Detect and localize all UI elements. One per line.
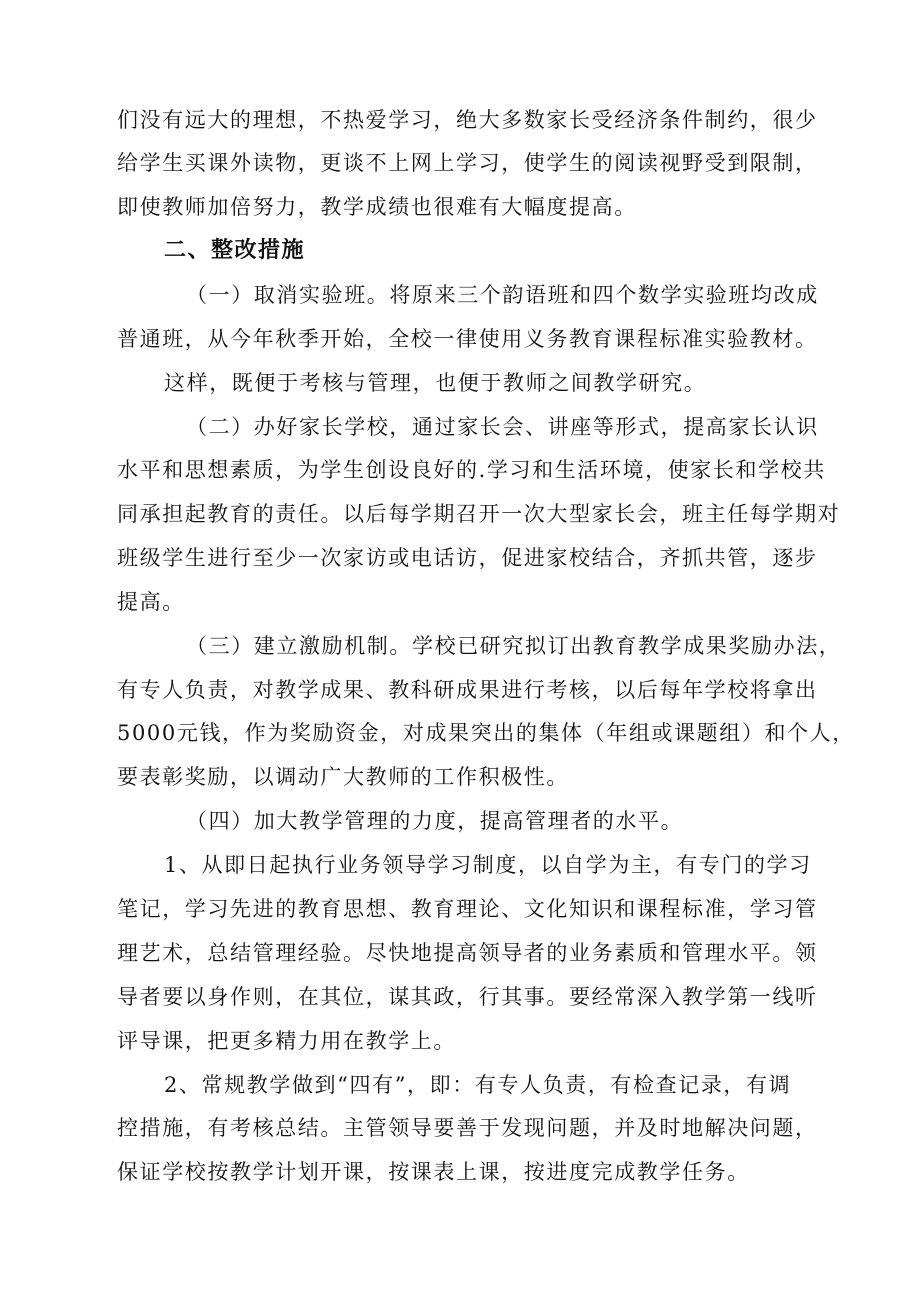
paragraph-line: （三）建立激励机制。学校已研究拟订出教育教学成果奖励办法， [186, 634, 842, 658]
paragraph-line: 1、从即日起执行业务领导学习制度，以自学为主，有专门的学习 [164, 853, 812, 877]
paragraph-line: 2、常规教学做到“四有”，即：有专人负责，有检查记录，有调 [164, 1073, 792, 1097]
section-heading: 二、整改措施 [164, 238, 306, 263]
paragraph-line: 同承担起教育的责任。以后每学期召开一次大型家长会，班主任每学期对 [117, 502, 841, 526]
paragraph-line: 这样，既便于考核与管理，也便于教师之间教学研究。 [164, 371, 707, 395]
paragraph-line: 笔记，学习先进的教育思想、教育理论、文化知识和课程标准，学习管 [117, 897, 818, 921]
paragraph-line: 理艺术，总结管理经验。尽快地提高领导者的业务素质和管理水平。领 [117, 941, 818, 965]
paragraph-line: 要表彰奖励，以调动广大教师的工作积极性。 [117, 765, 569, 789]
paragraph-line: 班级学生进行至少一次家访或电话访，促进家校结合，齐抓共管，逐步 [117, 546, 818, 570]
paragraph-line: 们没有远大的理想，不热爱学习，绝大多数家长受经济条件制约，很少 [117, 108, 818, 132]
paragraph-line: 给学生买课外读物，更谈不上网上学习，使学生的阅读视野受到限制， [117, 151, 818, 175]
paragraph-line: 5000元钱，作为奖励资金，对成果突出的集体（年组或课题组）和个人， [117, 721, 855, 745]
paragraph-line: 导者要以身作则，在其位，谋其政，行其事。要经常深入教学第一线听 [117, 985, 818, 1009]
paragraph-line: 水平和思想素质，为学生创设良好的.学习和生活环境，使家长和学校共 [117, 458, 826, 482]
paragraph-line: （一）取消实验班。将原来三个韵语班和四个数学实验班均改成 [186, 283, 819, 307]
paragraph-line: 普通班，从今年秋季开始，全校一律使用义务教育课程标准实验教材。 [117, 327, 818, 351]
paragraph-line: 提高。 [117, 590, 185, 614]
paragraph-line: 即使教师加倍努力，教学成绩也很难有大幅度提高。 [117, 195, 637, 219]
paragraph-line: （二）办好家长学校，通过家长会、讲座等形式，提高家长认识 [186, 415, 819, 439]
paragraph-line: （四）加大教学管理的力度，提高管理者的水平。 [186, 809, 684, 833]
paragraph-line: 评导课，把更多精力用在教学上。 [117, 1029, 456, 1053]
paragraph-line: 有专人负责，对教学成果、教科研成果进行考核，以后每年学校将拿出 [117, 678, 818, 702]
paragraph-line: 保证学校按教学计划开课，按课表上课，按进度完成教学任务。 [117, 1160, 750, 1184]
paragraph-line: 控措施，有考核总结。主管领导要善于发现问题，并及时地解决问题， [117, 1116, 818, 1140]
